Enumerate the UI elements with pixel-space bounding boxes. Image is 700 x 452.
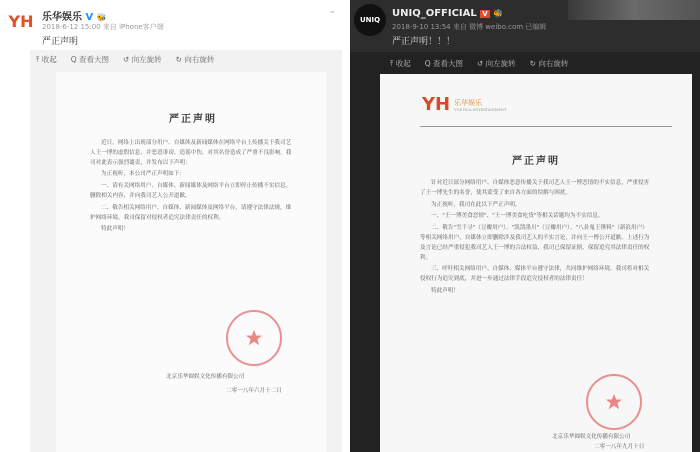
- doc-paragraph: 近日，网络上出现部分用户、自媒体及新闻媒体在网络平台上传播关于我司艺人王一博的虚假信息，并恶意诽谤、造谣中伤，对其名誉造成了严重不良影响。我司对此表示强烈谴责，并发布以下声明：: [90, 140, 292, 166]
- rotate-right-button[interactable]: ↻ 向右旋转: [529, 58, 569, 68]
- doc-title: 严正声明: [169, 114, 217, 125]
- left-weibo-post: [0, 0, 348, 452]
- verified-icon: V: [85, 12, 94, 23]
- badge-icon: 🐝: [96, 13, 107, 22]
- statement-image[interactable]: [56, 72, 326, 452]
- doc-paragraph: 一、"王一博美食恋情"、"王一博美食吃货"等相关话题均为不实信息。: [431, 213, 604, 220]
- logo-subtext: YUE HUA ENTERTAINMENT: [454, 107, 507, 112]
- view-large-button[interactable]: Q 查看大图: [70, 54, 109, 64]
- badge-icon: 🐝: [493, 9, 504, 18]
- statement-image[interactable]: [380, 74, 692, 452]
- chevron-down-icon[interactable]: ⌄: [328, 6, 336, 16]
- doc-signature: 北京乐华圆娱文化传播有限公司: [166, 374, 245, 380]
- avatar-logo: UNIQ: [359, 16, 381, 24]
- image-toolbar: [30, 52, 214, 66]
- collapse-button[interactable]: ⤒ 收起: [36, 54, 57, 64]
- post-meta: 2018-9-10 13:54 来自 微博 weibo.com 已编辑: [392, 23, 547, 31]
- verified-icon: V: [482, 10, 488, 18]
- post-meta: 2018-6-12 15:00 来自 iPhone客户端: [42, 23, 164, 31]
- doc-signature: 北京乐华圆娱文化传播有限公司: [552, 434, 631, 440]
- rotate-right-button[interactable]: ↻ 向右旋转: [175, 54, 215, 64]
- doc-paragraph: 为正视听，我司在此以下严正声明。: [431, 201, 521, 208]
- view-large-button[interactable]: Q 查看大图: [424, 58, 463, 68]
- doc-title: 严正声明: [512, 156, 560, 167]
- doc-paragraph: 针对近日部分网络用户、自媒体恶意传播关于我司艺人王一博恋情的不实信息，严重侵害了王一博先生的名誉，使其蒙受了来自各方面的误解与困扰。: [420, 180, 650, 196]
- doc-date: 二零一八年九月十日: [594, 444, 645, 450]
- account-name-text: 乐华娱乐: [42, 12, 82, 23]
- seal-star-icon: [245, 329, 263, 347]
- post-text: 严正声明！！！: [392, 37, 456, 47]
- rotate-left-button[interactable]: ↺ 向左旋转: [477, 58, 516, 68]
- avatar[interactable]: [6, 6, 36, 36]
- account-name[interactable]: [392, 8, 503, 19]
- doc-paragraph: 特此声明！: [101, 226, 129, 233]
- rotate-left-button[interactable]: ↺ 向左旋转: [123, 54, 162, 64]
- doc-paragraph: 为正视听，本公司严正声明如下：: [101, 171, 185, 178]
- company-seal: [226, 310, 282, 366]
- doc-paragraph: 三、呼吁相关网络用户、自媒体、媒体平台遵守法律，共同维护网络环境。我司将对相关侵权行为追究到底，并进一步通过法律手段追究侵权者的法律责任！: [420, 266, 650, 283]
- doc-paragraph: 二、敬告"雪千寻"（豆瓣用户）、"凯凯墨川"（豆瓣用户）、"八卦鬼王锤料"（新浪用户）等相关网络用户、自媒体立即删除涉及我司艺人的不实言论，并向王一博公开道歉。上述行为及言论已经严重侵犯我司艺人王一博的合法权益，我司已保留证据，保留追究其法律责任的权利。: [420, 225, 650, 261]
- doc-paragraph: 特此声明！: [431, 287, 459, 294]
- post-text: 严正声明: [42, 37, 79, 47]
- image-toolbar: [384, 56, 568, 70]
- company-logo: YH 乐华娱乐 YUE HUA ENTERTAINMENT: [422, 94, 507, 115]
- company-seal: [586, 374, 642, 430]
- seal-star-icon: [605, 393, 623, 411]
- doc-paragraph: 二、敬告相关网络用户、自媒体、新闻媒体及网络平台，请遵守法律法规，维护网络环境。我司保留对侵权者追究法律责任的权利。: [90, 204, 292, 221]
- avatar[interactable]: [354, 4, 386, 36]
- account-name-text: UNIQ_OFFICIAL: [392, 8, 477, 19]
- doc-date: 二零一八年六月十二日: [226, 388, 282, 394]
- collapse-button[interactable]: ⤒ 收起: [390, 58, 411, 68]
- logo-text: 乐华娱乐: [454, 98, 483, 107]
- right-weibo-post: [350, 0, 700, 452]
- header-divider: [420, 126, 672, 127]
- account-name[interactable]: [42, 8, 107, 23]
- doc-paragraph: 一、请有关网络用户、自媒体、新闻媒体及网络平台立即停止传播不实信息，删除相关内容，并向我司艺人公开道歉。: [90, 183, 292, 199]
- avatar-logo: YH: [8, 11, 34, 31]
